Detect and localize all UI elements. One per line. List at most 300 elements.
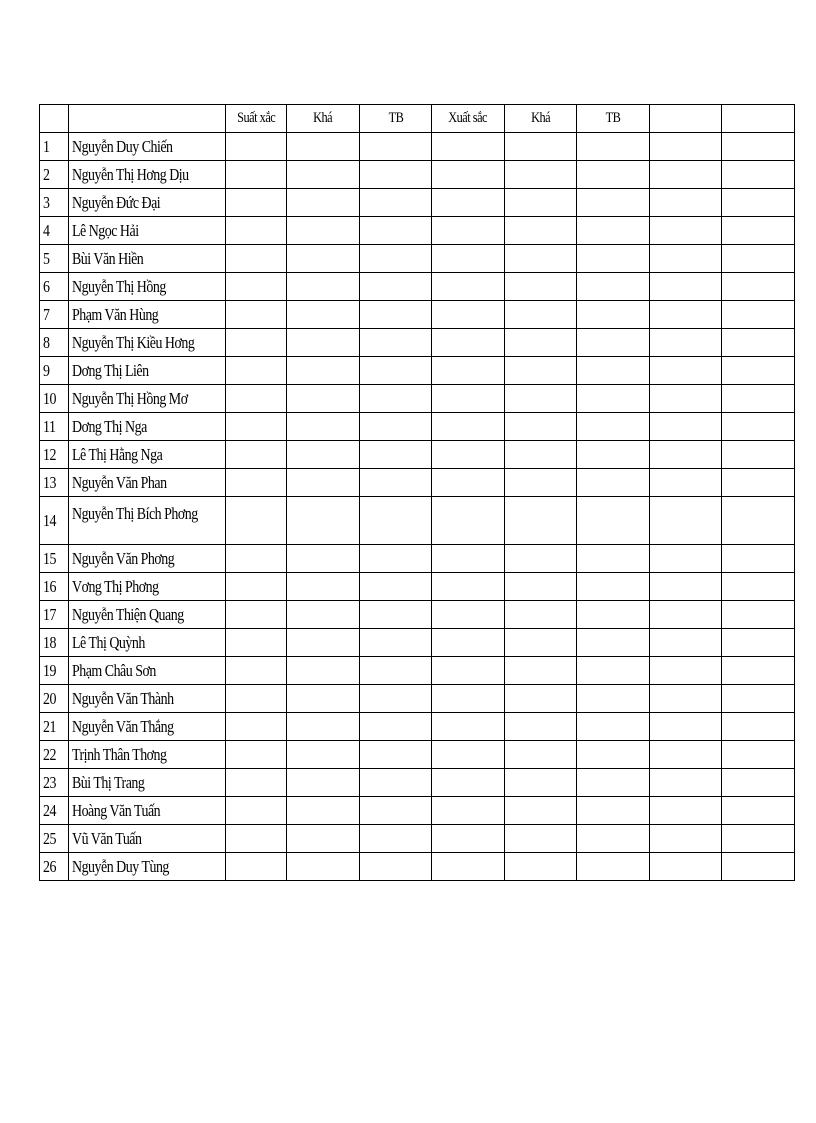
grade-cell bbox=[287, 825, 360, 853]
grade-cell bbox=[650, 385, 722, 413]
student-name-cell bbox=[69, 713, 226, 741]
grade-cell bbox=[722, 245, 795, 273]
grade-cell bbox=[722, 469, 795, 497]
row-number-cell bbox=[40, 385, 69, 413]
student-name-cell bbox=[69, 601, 226, 629]
student-name-cell bbox=[69, 245, 226, 273]
grade-cell bbox=[432, 469, 505, 497]
row-number: 6 bbox=[43, 277, 50, 296]
student-name: Nguyễn Duy Chiến bbox=[72, 137, 173, 156]
grade-cell bbox=[226, 245, 287, 273]
student-name: Nguyễn Thị Hơng Dịu bbox=[72, 165, 189, 184]
grade-cell bbox=[432, 657, 505, 685]
grade-cell bbox=[360, 329, 432, 357]
grade-cell bbox=[650, 741, 722, 769]
grade-cell bbox=[287, 273, 360, 301]
grade-cell bbox=[722, 385, 795, 413]
table-row bbox=[40, 301, 795, 329]
row-number-cell bbox=[40, 413, 69, 441]
row-number-cell bbox=[40, 217, 69, 245]
row-number: 17 bbox=[43, 605, 56, 624]
row-number: 19 bbox=[43, 661, 56, 680]
grade-cell bbox=[505, 133, 577, 161]
student-name: Hoàng Văn Tuấn bbox=[72, 801, 161, 820]
grade-cell bbox=[650, 469, 722, 497]
student-name-cell bbox=[69, 469, 226, 497]
grade-cell bbox=[577, 469, 650, 497]
grade-cell bbox=[577, 441, 650, 469]
grade-cell bbox=[432, 629, 505, 657]
grade-cell bbox=[432, 853, 505, 881]
student-name-cell bbox=[69, 573, 226, 601]
grade-cell bbox=[360, 713, 432, 741]
grade-cell bbox=[650, 769, 722, 797]
table-row bbox=[40, 601, 795, 629]
grade-cell bbox=[360, 441, 432, 469]
table-row bbox=[40, 657, 795, 685]
grade-cell bbox=[226, 217, 287, 245]
student-name: Dơng Thị Nga bbox=[72, 417, 147, 436]
grade-cell bbox=[226, 469, 287, 497]
row-number: 8 bbox=[43, 333, 50, 352]
grade-cell bbox=[722, 189, 795, 217]
header-row bbox=[40, 105, 795, 133]
row-number-cell bbox=[40, 245, 69, 273]
grade-cell bbox=[722, 685, 795, 713]
grade-cell bbox=[722, 601, 795, 629]
row-number-cell bbox=[40, 469, 69, 497]
table-row bbox=[40, 357, 795, 385]
grade-cell bbox=[432, 797, 505, 825]
table-row bbox=[40, 273, 795, 301]
grade-cell bbox=[360, 189, 432, 217]
table-row bbox=[40, 385, 795, 413]
grade-cell bbox=[360, 797, 432, 825]
grade-cell bbox=[287, 657, 360, 685]
grade-cell bbox=[287, 189, 360, 217]
row-number-cell bbox=[40, 629, 69, 657]
grade-cell bbox=[287, 133, 360, 161]
grade-cell bbox=[577, 497, 650, 545]
grade-cell bbox=[650, 685, 722, 713]
grade-cell bbox=[650, 853, 722, 881]
grade-cell bbox=[226, 601, 287, 629]
row-number-cell bbox=[40, 357, 69, 385]
grade-cell bbox=[432, 497, 505, 545]
grade-cell bbox=[722, 497, 795, 545]
table-row bbox=[40, 497, 795, 545]
header-cell-good-2: Khá bbox=[505, 105, 577, 133]
grade-cell bbox=[226, 385, 287, 413]
table-row bbox=[40, 441, 795, 469]
grade-cell bbox=[505, 853, 577, 881]
grade-cell bbox=[505, 497, 577, 545]
student-name-cell bbox=[69, 357, 226, 385]
grade-cell bbox=[287, 629, 360, 657]
grade-cell bbox=[287, 357, 360, 385]
grade-cell bbox=[287, 713, 360, 741]
grade-cell bbox=[360, 573, 432, 601]
grade-cell bbox=[577, 301, 650, 329]
student-name: Nguyễn Văn Thành bbox=[72, 689, 174, 708]
row-number: 5 bbox=[43, 249, 50, 268]
grade-cell bbox=[226, 769, 287, 797]
row-number: 2 bbox=[43, 165, 50, 184]
row-number-cell bbox=[40, 161, 69, 189]
grade-cell bbox=[505, 301, 577, 329]
grade-cell bbox=[577, 189, 650, 217]
grade-cell bbox=[505, 329, 577, 357]
grade-cell bbox=[577, 217, 650, 245]
header-cell-excellent-1: Suất xắc bbox=[226, 105, 287, 133]
grade-cell bbox=[577, 657, 650, 685]
student-name: Nguyễn Thị Kiều Hơng bbox=[72, 333, 195, 352]
grade-cell bbox=[432, 441, 505, 469]
student-name: Nguyễn Thị Hồng bbox=[72, 277, 166, 296]
grade-cell bbox=[577, 797, 650, 825]
grade-cell bbox=[722, 329, 795, 357]
grade-cell bbox=[226, 573, 287, 601]
grade-cell bbox=[226, 629, 287, 657]
row-number: 24 bbox=[43, 801, 56, 820]
grade-cell bbox=[722, 629, 795, 657]
grade-cell bbox=[360, 245, 432, 273]
table-row bbox=[40, 769, 795, 797]
grade-cell bbox=[360, 273, 432, 301]
table-row bbox=[40, 713, 795, 741]
row-number-cell bbox=[40, 497, 69, 545]
grade-cell bbox=[650, 133, 722, 161]
grade-cell bbox=[287, 245, 360, 273]
grade-cell bbox=[226, 853, 287, 881]
row-number-cell bbox=[40, 853, 69, 881]
grade-cell bbox=[650, 601, 722, 629]
grade-cell bbox=[226, 497, 287, 545]
grade-cell bbox=[360, 741, 432, 769]
grade-cell bbox=[577, 161, 650, 189]
grade-cell bbox=[650, 441, 722, 469]
grade-cell bbox=[432, 133, 505, 161]
grade-cell bbox=[722, 853, 795, 881]
grade-cell bbox=[722, 441, 795, 469]
student-name-cell bbox=[69, 273, 226, 301]
row-number: 22 bbox=[43, 745, 56, 764]
table-row bbox=[40, 741, 795, 769]
grade-cell bbox=[505, 741, 577, 769]
grade-cell bbox=[577, 769, 650, 797]
student-name: Nguyễn Thiện Quang bbox=[72, 605, 184, 624]
grade-cell bbox=[505, 245, 577, 273]
grade-cell bbox=[650, 273, 722, 301]
student-name-cell bbox=[69, 441, 226, 469]
table-row bbox=[40, 573, 795, 601]
student-name: Nguyễn Thị Bích Phơng bbox=[72, 504, 198, 523]
grade-cell bbox=[722, 797, 795, 825]
grade-cell bbox=[287, 797, 360, 825]
grade-cell bbox=[287, 469, 360, 497]
grade-cell bbox=[360, 545, 432, 573]
grade-cell bbox=[650, 357, 722, 385]
row-number-cell bbox=[40, 273, 69, 301]
row-number: 3 bbox=[43, 193, 50, 212]
grade-cell bbox=[287, 545, 360, 573]
student-name-cell bbox=[69, 825, 226, 853]
table-row bbox=[40, 853, 795, 881]
grade-cell bbox=[722, 133, 795, 161]
row-number-cell bbox=[40, 601, 69, 629]
grade-cell bbox=[360, 769, 432, 797]
student-grade-table bbox=[39, 104, 795, 881]
student-name-cell bbox=[69, 657, 226, 685]
grade-cell bbox=[577, 133, 650, 161]
header-cell-blank-1 bbox=[40, 105, 69, 133]
grade-cell bbox=[432, 273, 505, 301]
row-number: 25 bbox=[43, 829, 56, 848]
grade-cell bbox=[505, 545, 577, 573]
row-number-cell bbox=[40, 713, 69, 741]
grade-cell bbox=[360, 853, 432, 881]
grade-cell bbox=[432, 741, 505, 769]
grade-cell bbox=[577, 685, 650, 713]
grade-cell bbox=[505, 629, 577, 657]
grade-cell bbox=[722, 413, 795, 441]
student-name-cell bbox=[69, 329, 226, 357]
grade-cell bbox=[505, 385, 577, 413]
grade-cell bbox=[505, 825, 577, 853]
table-row bbox=[40, 329, 795, 357]
grade-cell bbox=[360, 601, 432, 629]
grade-cell bbox=[360, 301, 432, 329]
student-name-cell bbox=[69, 853, 226, 881]
grade-cell bbox=[722, 573, 795, 601]
row-number-cell bbox=[40, 545, 69, 573]
header-cell-excellent-2: Xuất sắc bbox=[432, 105, 505, 133]
grade-cell bbox=[287, 161, 360, 189]
grade-cell bbox=[722, 545, 795, 573]
grade-cell bbox=[722, 273, 795, 301]
grade-cell bbox=[577, 329, 650, 357]
grade-cell bbox=[226, 741, 287, 769]
header-cell-blank-2 bbox=[69, 105, 226, 133]
table-row bbox=[40, 245, 795, 273]
row-number-cell bbox=[40, 685, 69, 713]
table-row bbox=[40, 685, 795, 713]
grade-cell bbox=[505, 217, 577, 245]
student-name-cell bbox=[69, 797, 226, 825]
grade-cell bbox=[577, 545, 650, 573]
row-number-cell bbox=[40, 301, 69, 329]
grade-cell bbox=[432, 329, 505, 357]
student-name: Nguyễn Đức Đại bbox=[72, 193, 161, 212]
grade-cell bbox=[287, 573, 360, 601]
grade-cell bbox=[650, 189, 722, 217]
grade-cell bbox=[226, 713, 287, 741]
student-name-cell bbox=[69, 413, 226, 441]
grade-cell bbox=[360, 657, 432, 685]
student-name-cell bbox=[69, 741, 226, 769]
grade-cell bbox=[577, 273, 650, 301]
row-number: 20 bbox=[43, 689, 56, 708]
grade-cell bbox=[722, 769, 795, 797]
student-name: Nguyễn Thị Hồng Mơ bbox=[72, 389, 188, 408]
grade-cell bbox=[432, 217, 505, 245]
grade-cell bbox=[226, 357, 287, 385]
row-number: 9 bbox=[43, 361, 50, 380]
grade-cell bbox=[577, 245, 650, 273]
grade-cell bbox=[287, 301, 360, 329]
grade-cell bbox=[505, 601, 577, 629]
grade-cell bbox=[722, 657, 795, 685]
student-name: Bùi Thị Trang bbox=[72, 773, 145, 792]
grade-cell bbox=[650, 413, 722, 441]
row-number-cell bbox=[40, 797, 69, 825]
student-name-cell bbox=[69, 497, 226, 545]
grade-cell bbox=[360, 133, 432, 161]
grade-cell bbox=[226, 825, 287, 853]
grade-cell bbox=[360, 825, 432, 853]
grade-cell bbox=[432, 825, 505, 853]
table-row bbox=[40, 545, 795, 573]
grade-cell bbox=[577, 385, 650, 413]
table-row bbox=[40, 217, 795, 245]
header-cell-average-1: TB bbox=[360, 105, 432, 133]
table-row bbox=[40, 161, 795, 189]
row-number: 7 bbox=[43, 305, 50, 324]
header-cell-blank-4 bbox=[722, 105, 795, 133]
student-name: Nguyễn Duy Tùng bbox=[72, 857, 169, 876]
grade-cell bbox=[505, 273, 577, 301]
grade-cell bbox=[226, 301, 287, 329]
row-number: 18 bbox=[43, 633, 56, 652]
row-number: 12 bbox=[43, 445, 56, 464]
grade-cell bbox=[287, 769, 360, 797]
grade-cell bbox=[432, 245, 505, 273]
grade-cell bbox=[505, 685, 577, 713]
grade-cell bbox=[722, 301, 795, 329]
grade-cell bbox=[226, 657, 287, 685]
row-number-cell bbox=[40, 133, 69, 161]
grade-cell bbox=[287, 741, 360, 769]
grade-cell bbox=[226, 797, 287, 825]
grade-cell bbox=[577, 629, 650, 657]
grade-cell bbox=[432, 713, 505, 741]
grade-cell bbox=[650, 545, 722, 573]
grade-cell bbox=[505, 713, 577, 741]
student-name: Trịnh Thân Thơng bbox=[72, 745, 167, 764]
grade-cell bbox=[360, 217, 432, 245]
grade-cell bbox=[360, 629, 432, 657]
grade-cell bbox=[650, 217, 722, 245]
grade-cell bbox=[226, 133, 287, 161]
grade-cell bbox=[650, 797, 722, 825]
grade-cell bbox=[650, 245, 722, 273]
table-row bbox=[40, 797, 795, 825]
grade-cell bbox=[650, 825, 722, 853]
grade-cell bbox=[650, 573, 722, 601]
row-number-cell bbox=[40, 441, 69, 469]
grade-cell bbox=[505, 161, 577, 189]
grade-cell bbox=[287, 685, 360, 713]
row-number: 11 bbox=[43, 417, 56, 436]
grade-cell bbox=[226, 545, 287, 573]
grade-cell bbox=[577, 853, 650, 881]
row-number: 15 bbox=[43, 549, 56, 568]
row-number: 21 bbox=[43, 717, 56, 736]
grade-cell bbox=[650, 713, 722, 741]
student-name-cell bbox=[69, 685, 226, 713]
grade-cell bbox=[505, 441, 577, 469]
grade-cell bbox=[432, 769, 505, 797]
grade-cell bbox=[577, 573, 650, 601]
grade-cell bbox=[287, 601, 360, 629]
grade-cell bbox=[650, 301, 722, 329]
grade-cell bbox=[360, 161, 432, 189]
student-name-cell bbox=[69, 189, 226, 217]
grade-cell bbox=[226, 413, 287, 441]
student-name: Vũ Văn Tuấn bbox=[72, 829, 142, 848]
grade-cell bbox=[360, 385, 432, 413]
grade-cell bbox=[650, 629, 722, 657]
grade-cell bbox=[432, 601, 505, 629]
grade-cell bbox=[577, 413, 650, 441]
row-number: 14 bbox=[43, 511, 56, 530]
grade-cell bbox=[432, 545, 505, 573]
student-name-cell bbox=[69, 385, 226, 413]
grade-cell bbox=[287, 497, 360, 545]
grade-cell bbox=[226, 161, 287, 189]
grade-cell bbox=[650, 657, 722, 685]
row-number: 23 bbox=[43, 773, 56, 792]
grade-cell bbox=[505, 189, 577, 217]
row-number-cell bbox=[40, 189, 69, 217]
row-number-cell bbox=[40, 329, 69, 357]
grade-cell bbox=[505, 469, 577, 497]
student-name: Vơng Thị Phơng bbox=[72, 577, 159, 596]
grade-cell bbox=[226, 329, 287, 357]
grade-cell bbox=[432, 301, 505, 329]
student-name: Lê Ngọc Hải bbox=[72, 221, 139, 240]
student-name: Nguyễn Văn Phơng bbox=[72, 549, 175, 568]
row-number-cell bbox=[40, 769, 69, 797]
grade-cell bbox=[577, 825, 650, 853]
student-name: Dơng Thị Liên bbox=[72, 361, 149, 380]
grade-cell bbox=[577, 713, 650, 741]
grade-cell bbox=[432, 573, 505, 601]
student-name-cell bbox=[69, 769, 226, 797]
grade-cell bbox=[432, 161, 505, 189]
grade-cell bbox=[650, 497, 722, 545]
grade-cell bbox=[505, 657, 577, 685]
grade-cell bbox=[226, 441, 287, 469]
row-number-cell bbox=[40, 825, 69, 853]
grade-cell bbox=[432, 357, 505, 385]
student-name-cell bbox=[69, 133, 226, 161]
grade-cell bbox=[226, 273, 287, 301]
grade-cell bbox=[722, 357, 795, 385]
grade-cell bbox=[432, 685, 505, 713]
table-row bbox=[40, 825, 795, 853]
header-cell-good-1: Khá bbox=[287, 105, 360, 133]
student-name-cell bbox=[69, 217, 226, 245]
row-number: 1 bbox=[43, 137, 50, 156]
grade-cell bbox=[722, 741, 795, 769]
grade-cell bbox=[505, 357, 577, 385]
student-name-cell bbox=[69, 161, 226, 189]
grade-cell bbox=[722, 825, 795, 853]
table-row bbox=[40, 133, 795, 161]
table-row bbox=[40, 469, 795, 497]
grade-cell bbox=[722, 161, 795, 189]
